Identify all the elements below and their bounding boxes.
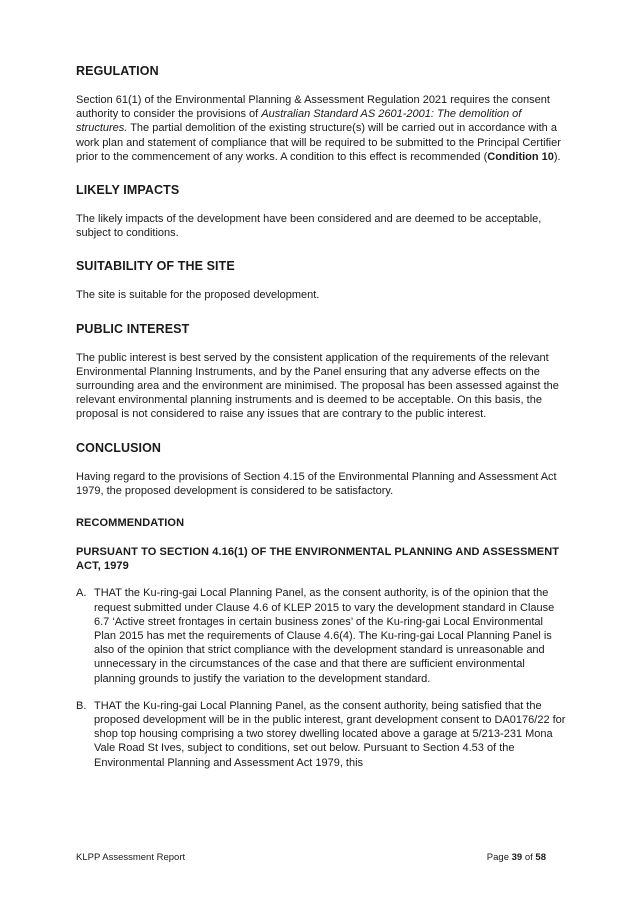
heading-conclusion: CONCLUSION [76,440,162,455]
item-text: THAT the Ku-ring-gai Local Planning Panel, as the consent authority, is of the opinion that the request submitted under Clause 4.6 of KLEP 2015 to vary the development standard in Clause 6.7 ‘Active street frontages in certain business zones’ of the Ku-ring-gai Local Environmental Plan 2015 has met the requirements of Clause 4.6(4). The Ku-ring-gai Local Planning Panel is also of the opinion that strict compliance with the development standard is unreasonable and unnecessary in the circumstances of the case and that there are sufficient environmental planning grounds to justify the variation to the development standard. [94,587,555,685]
heading-regulation: REGULATION [76,64,159,78]
section-recommendation [76,517,566,770]
item-label: B. [76,699,87,712]
regulation-text-end: ). [553,150,561,163]
section-public-interest [76,322,566,422]
regulation-standard-italic: Australian Standard AS 2601-2001: The demolition of structures. [76,108,522,135]
page-word: Page [486,852,509,863]
footer-report-name: KLPP Assessment Report [76,852,186,863]
recommendation-item-b [76,699,566,770]
paragraph-regulation [76,93,566,164]
section-regulation [76,64,566,164]
document-page [76,64,566,770]
section-suitability [76,259,566,302]
paragraph-impacts: The likely impacts of the development have been considered and are deemed to be acceptable, subject to conditions. [76,213,542,240]
item-text: THAT the Ku-ring-gai Local Planning Panel, as the consent authority, being satisfied that the proposed development will be in the public interest, grant development consent to DA0176/22 for shop top housing comprising a two storey dwelling located above a garage at 5/213-231 Mona Vale Road St Ives, subject to conditions, set out below. Pursuant to Section 4.53 of the Environmental Planning and Assessment Act 1979, this [94,699,566,769]
paragraph-suitability: The site is suitable for the proposed development. [76,289,320,302]
page-footer [76,852,546,863]
section-impacts [76,183,566,240]
regulation-text-a: Section 61(1) of the Environmental Planning & Assessment Regulation 2021 requires the consent authority to consider the provisions of [76,94,550,121]
heading-recommendation: RECOMMENDATION [76,517,185,530]
footer-page-number [487,852,546,863]
of-word: of [524,852,533,863]
regulation-condition-bold: Condition 10 [487,150,554,163]
page-total: 58 [535,852,546,863]
regulation-text-b: The partial demolition of the existing structure(s) will be carried out in accordance with a work plan and statement of compliance that will be required to be submitted to the Principal Certifier prior to the commencement of any works. A condition to this effect is recommended ( [76,122,561,163]
heading-impacts: LIKELY IMPACTS [76,183,180,198]
paragraph-public-interest: The public interest is best served by the consistent application of the requirements of the relevant Environmental Planning Instruments, and by the Panel ensuring that any adverse effects on the surrounding area and the environment are minimised. The proposal has been assessed against the relevant environmental planning instruments and is deemed to be acceptable. On this basis, the proposal is not considered to raise any issues that are contrary to the public interest. [76,351,559,421]
item-label: A. [76,587,87,600]
paragraph-conclusion: Having regard to the provisions of Section 4.15 of the Environmental Planning and Assessment Act 1979, the proposed development is considered to be satisfactory. [76,470,557,497]
heading-public-interest: PUBLIC INTEREST [76,321,190,336]
page-current: 39 [511,852,523,863]
heading-suitability: SUITABILITY OF THE SITE [76,259,235,274]
heading-pursuant: PURSUANT TO SECTION 4.16(1) OF THE ENVIRONMENTAL PLANNING AND ASSESSMENT ACT, 1979 [76,546,560,573]
recommendation-item-a [76,586,566,685]
section-conclusion [76,441,566,498]
